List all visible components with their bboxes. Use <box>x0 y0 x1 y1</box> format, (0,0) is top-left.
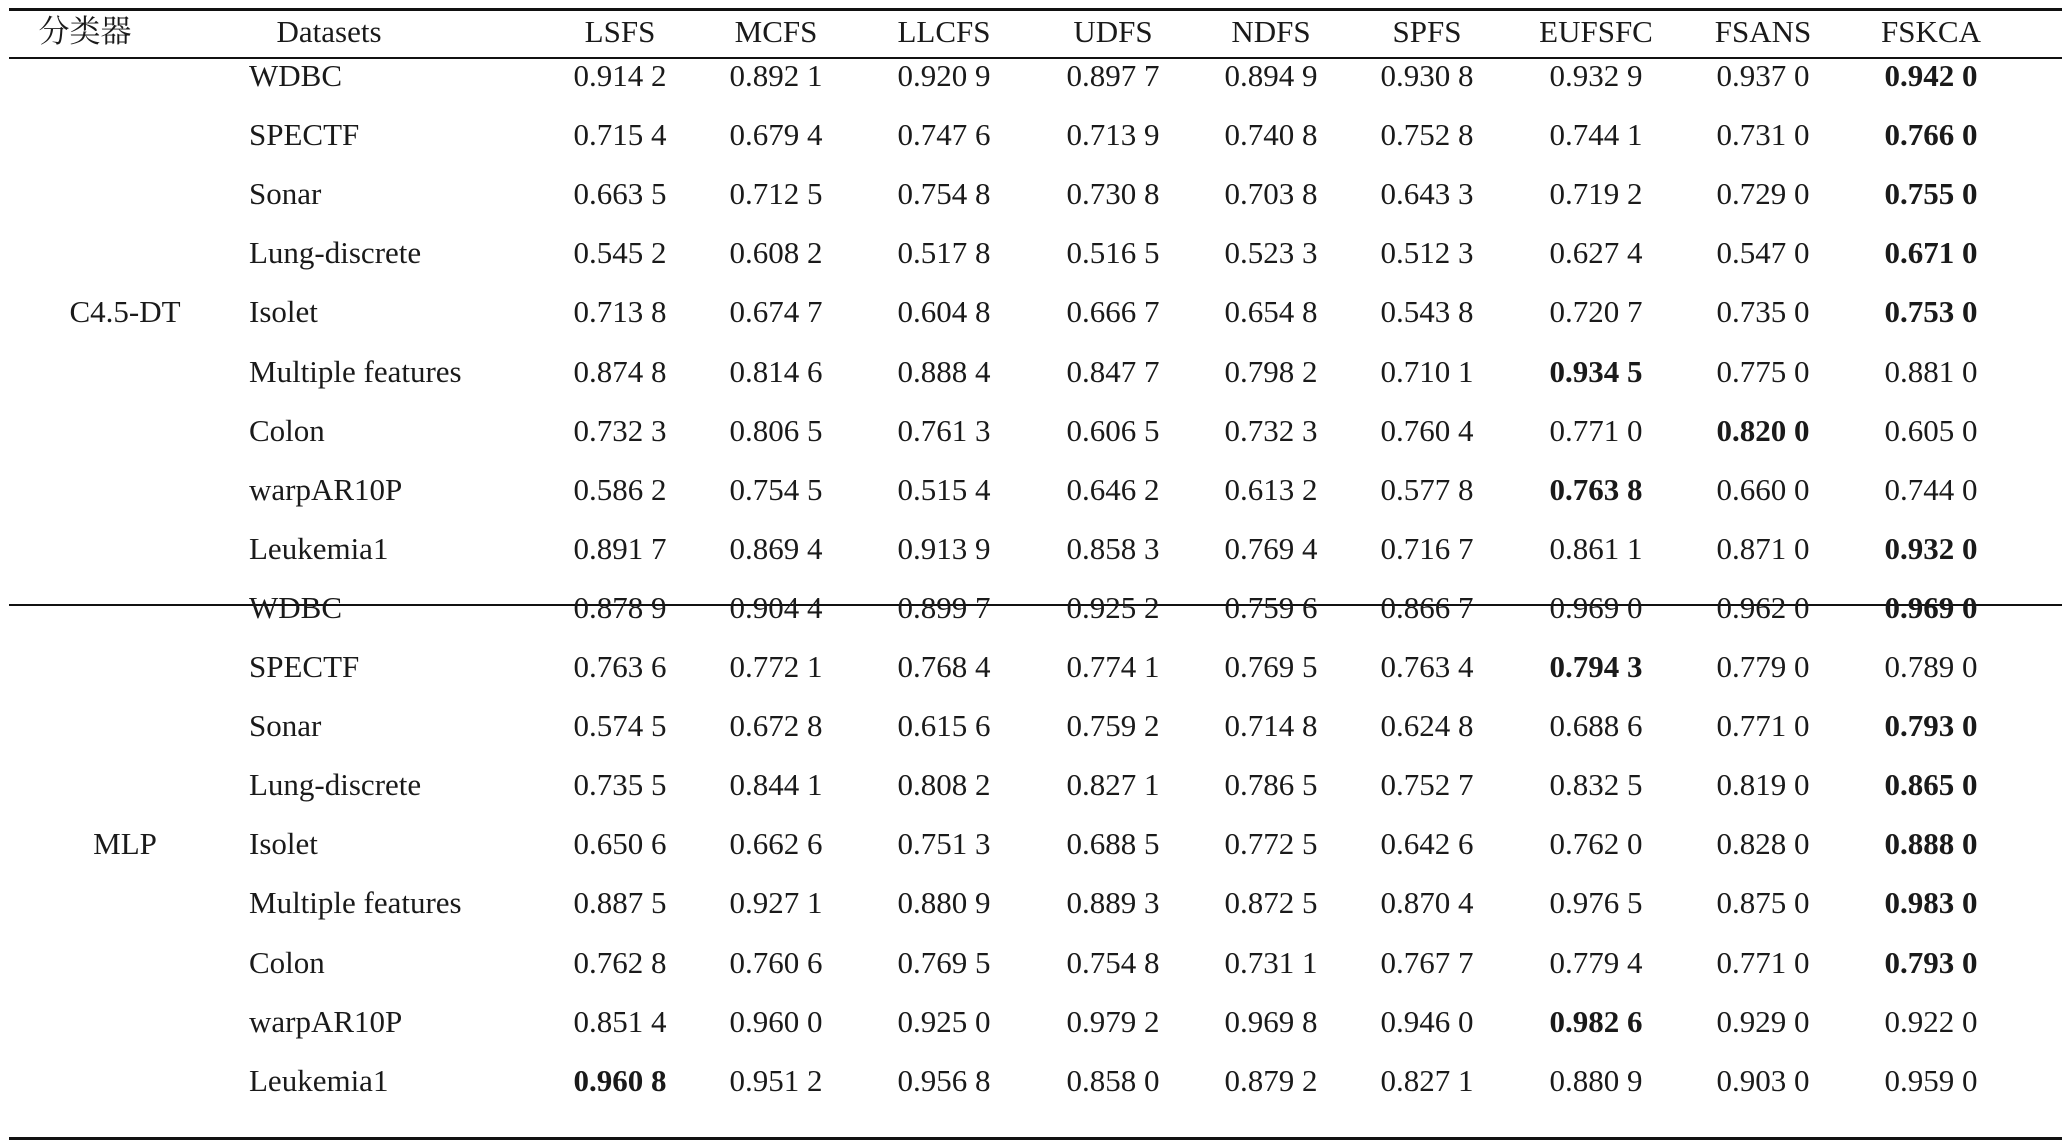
score-cell: 0.930 8 <box>1380 58 1474 93</box>
score-cell: 0.769 5 <box>897 944 991 980</box>
score-cell: 0.574 5 <box>573 708 667 744</box>
score-cell: 0.774 1 <box>1066 649 1160 684</box>
header-ndfs: NDFS <box>1231 14 1311 49</box>
score-cell: 0.794 3 <box>1549 649 1643 684</box>
score-cell: 0.871 0 <box>1716 530 1810 566</box>
score-cell: 0.806 5 <box>729 412 823 448</box>
score-cell: 0.674 7 <box>729 294 823 330</box>
score-cell: 0.754 8 <box>897 176 991 212</box>
dataset-name: warpAR10P <box>249 471 403 507</box>
score-cell: 0.744 1 <box>1549 117 1643 153</box>
score-cell: 0.903 0 <box>1716 1062 1810 1098</box>
score-cell: 0.772 5 <box>1224 826 1318 862</box>
score-cell: 0.759 6 <box>1224 589 1318 625</box>
score-cell: 0.744 0 <box>1884 471 1978 507</box>
classifier-label: MLP <box>93 826 157 862</box>
score-cell: 0.880 9 <box>1549 1062 1643 1098</box>
score-cell: 0.752 7 <box>1380 767 1474 803</box>
score-cell: 0.880 9 <box>897 885 991 921</box>
score-cell: 0.937 0 <box>1716 58 1810 93</box>
dataset-name: Sonar <box>249 708 322 744</box>
score-cell: 0.703 8 <box>1224 176 1318 212</box>
score-cell: 0.932 0 <box>1884 530 1978 566</box>
score-cell: 0.751 3 <box>897 826 991 862</box>
score-cell: 0.969 0 <box>1884 589 1978 625</box>
score-cell: 0.858 3 <box>1066 530 1160 566</box>
score-cell: 0.731 1 <box>1224 944 1318 980</box>
score-cell: 0.729 0 <box>1716 176 1810 212</box>
dataset-name: SPECTF <box>249 649 360 684</box>
score-cell: 0.983 0 <box>1884 885 1978 921</box>
score-cell: 0.913 9 <box>897 530 991 566</box>
score-cell: 0.754 5 <box>729 471 823 507</box>
score-cell: 0.832 5 <box>1549 767 1643 803</box>
score-cell: 0.899 7 <box>897 589 991 625</box>
score-cell: 0.577 8 <box>1380 471 1474 507</box>
dataset-name: Leukemia1 <box>249 530 389 566</box>
score-cell: 0.959 0 <box>1884 1062 1978 1098</box>
header-eufsfc: EUFSFC <box>1539 14 1653 49</box>
score-cell: 0.613 2 <box>1224 471 1318 507</box>
score-cell: 0.960 8 <box>573 1062 667 1098</box>
top-rule <box>9 8 2062 11</box>
score-cell: 0.608 2 <box>729 235 823 271</box>
dataset-name: WDBC <box>249 589 342 625</box>
score-cell: 0.789 0 <box>1884 649 1978 684</box>
bottom-rule <box>9 1137 2062 1140</box>
dataset-name: Leukemia1 <box>249 1062 389 1098</box>
score-cell: 0.753 0 <box>1884 294 1978 330</box>
score-cell: 0.763 8 <box>1549 471 1643 507</box>
score-cell: 0.897 7 <box>1066 58 1160 93</box>
score-cell: 0.713 9 <box>1066 117 1160 153</box>
score-cell: 0.844 1 <box>729 767 823 803</box>
score-cell: 0.662 6 <box>729 826 823 862</box>
dataset-name: WDBC <box>249 58 342 93</box>
score-cell: 0.586 2 <box>573 471 667 507</box>
score-cell: 0.710 1 <box>1380 353 1474 389</box>
score-cell: 0.714 8 <box>1224 708 1318 744</box>
score-cell: 0.771 0 <box>1716 944 1810 980</box>
score-cell: 0.720 7 <box>1549 294 1643 330</box>
score-cell: 0.752 8 <box>1380 117 1474 153</box>
score-cell: 0.642 6 <box>1380 826 1474 862</box>
score-cell: 0.771 0 <box>1716 708 1810 744</box>
score-cell: 0.517 8 <box>897 235 991 271</box>
score-cell: 0.881 0 <box>1884 353 1978 389</box>
header-datasets: Datasets <box>276 14 382 49</box>
score-cell: 0.934 5 <box>1549 353 1643 389</box>
classifier-label: C4.5-DT <box>69 294 181 330</box>
score-cell: 0.732 3 <box>1224 412 1318 448</box>
score-cell: 0.716 7 <box>1380 530 1474 566</box>
dataset-name: Colon <box>249 412 325 448</box>
score-cell: 0.775 0 <box>1716 353 1810 389</box>
score-cell: 0.731 0 <box>1716 117 1810 153</box>
score-cell: 0.827 1 <box>1066 767 1160 803</box>
score-cell: 0.666 7 <box>1066 294 1160 330</box>
score-cell: 0.851 4 <box>573 1003 667 1039</box>
score-cell: 0.925 0 <box>897 1003 991 1039</box>
dataset-name: Lung-discrete <box>249 235 422 271</box>
score-cell: 0.740 8 <box>1224 117 1318 153</box>
score-cell: 0.929 0 <box>1716 1003 1810 1039</box>
score-cell: 0.793 0 <box>1884 708 1978 744</box>
score-cell: 0.808 2 <box>897 767 991 803</box>
score-cell: 0.769 5 <box>1224 649 1318 684</box>
score-cell: 0.819 0 <box>1716 767 1810 803</box>
score-cell: 0.870 4 <box>1380 885 1474 921</box>
score-cell: 0.946 0 <box>1380 1003 1474 1039</box>
header--: 分类器 <box>38 14 132 49</box>
dataset-name: Colon <box>249 944 325 980</box>
score-cell: 0.878 9 <box>573 589 667 625</box>
dataset-name: Isolet <box>249 294 318 330</box>
score-cell: 0.760 6 <box>729 944 823 980</box>
score-cell: 0.523 3 <box>1224 235 1318 271</box>
score-cell: 0.688 5 <box>1066 826 1160 862</box>
dataset-name: Multiple features <box>249 353 462 389</box>
score-cell: 0.660 0 <box>1716 471 1810 507</box>
score-cell: 0.730 8 <box>1066 176 1160 212</box>
score-cell: 0.960 0 <box>729 1003 823 1039</box>
score-cell: 0.892 1 <box>729 58 823 93</box>
score-cell: 0.713 8 <box>573 294 667 330</box>
score-cell: 0.606 5 <box>1066 412 1160 448</box>
score-cell: 0.922 0 <box>1884 1003 1978 1039</box>
score-cell: 0.888 4 <box>897 353 991 389</box>
dataset-name: Multiple features <box>249 885 462 921</box>
header-llcfs: LLCFS <box>897 14 991 49</box>
score-cell: 0.779 4 <box>1549 944 1643 980</box>
score-cell: 0.798 2 <box>1224 353 1318 389</box>
score-cell: 0.942 0 <box>1884 58 1978 93</box>
score-cell: 0.969 0 <box>1549 589 1643 625</box>
score-cell: 0.976 5 <box>1549 885 1643 921</box>
dataset-name: Isolet <box>249 826 318 862</box>
score-cell: 0.766 0 <box>1884 117 1978 153</box>
score-cell: 0.865 0 <box>1884 767 1978 803</box>
header-udfs: UDFS <box>1073 14 1153 49</box>
score-cell: 0.543 8 <box>1380 294 1474 330</box>
score-cell: 0.515 4 <box>897 471 991 507</box>
score-cell: 0.763 6 <box>573 649 667 684</box>
score-cell: 0.827 1 <box>1380 1062 1474 1098</box>
score-cell: 0.643 3 <box>1380 176 1474 212</box>
score-cell: 0.768 4 <box>897 649 991 684</box>
score-cell: 0.672 8 <box>729 708 823 744</box>
score-cell: 0.847 7 <box>1066 353 1160 389</box>
score-cell: 0.814 6 <box>729 353 823 389</box>
score-cell: 0.932 9 <box>1549 58 1643 93</box>
score-cell: 0.679 4 <box>729 117 823 153</box>
score-cell: 0.755 0 <box>1884 176 1978 212</box>
score-cell: 0.547 0 <box>1716 235 1810 271</box>
score-cell: 0.772 1 <box>729 649 823 684</box>
score-cell: 0.786 5 <box>1224 767 1318 803</box>
score-cell: 0.545 2 <box>573 235 667 271</box>
score-cell: 0.646 2 <box>1066 471 1160 507</box>
dataset-name: warpAR10P <box>249 1003 403 1039</box>
score-cell: 0.889 3 <box>1066 885 1160 921</box>
score-cell: 0.793 0 <box>1884 944 1978 980</box>
dataset-name: Sonar <box>249 176 322 212</box>
score-cell: 0.820 0 <box>1716 412 1810 448</box>
score-cell: 0.888 0 <box>1884 826 1978 862</box>
score-cell: 0.735 5 <box>573 767 667 803</box>
score-cell: 0.516 5 <box>1066 235 1160 271</box>
score-cell: 0.747 6 <box>897 117 991 153</box>
score-cell: 0.858 0 <box>1066 1062 1160 1098</box>
score-cell: 0.872 5 <box>1224 885 1318 921</box>
score-cell: 0.914 2 <box>573 58 667 93</box>
score-cell: 0.763 4 <box>1380 649 1474 684</box>
score-cell: 0.894 9 <box>1224 58 1318 93</box>
score-cell: 0.874 8 <box>573 353 667 389</box>
score-cell: 0.925 2 <box>1066 589 1160 625</box>
score-cell: 0.671 0 <box>1884 235 1978 271</box>
score-cell: 0.605 0 <box>1884 412 1978 448</box>
header-mcfs: MCFS <box>734 14 818 49</box>
dataset-name: Lung-discrete <box>249 767 422 803</box>
score-cell: 0.969 8 <box>1224 1003 1318 1039</box>
score-cell: 0.604 8 <box>897 294 991 330</box>
score-cell: 0.904 4 <box>729 589 823 625</box>
score-cell: 0.875 0 <box>1716 885 1810 921</box>
score-cell: 0.891 7 <box>573 530 667 566</box>
score-cell: 0.982 6 <box>1549 1003 1643 1039</box>
score-cell: 0.624 8 <box>1380 708 1474 744</box>
score-cell: 0.715 4 <box>573 117 667 153</box>
score-cell: 0.512 3 <box>1380 235 1474 271</box>
score-cell: 0.951 2 <box>729 1062 823 1098</box>
score-cell: 0.732 3 <box>573 412 667 448</box>
score-cell: 0.627 4 <box>1549 235 1643 271</box>
score-cell: 0.762 8 <box>573 944 667 980</box>
score-cell: 0.769 4 <box>1224 530 1318 566</box>
score-cell: 0.760 4 <box>1380 412 1474 448</box>
score-cell: 0.866 7 <box>1380 589 1474 625</box>
score-cell: 0.762 0 <box>1549 826 1643 862</box>
score-cell: 0.712 5 <box>729 176 823 212</box>
score-cell: 0.761 3 <box>897 412 991 448</box>
score-cell: 0.962 0 <box>1716 589 1810 625</box>
header-fsans: FSANS <box>1714 14 1812 49</box>
score-cell: 0.828 0 <box>1716 826 1810 862</box>
score-cell: 0.920 9 <box>897 58 991 93</box>
score-cell: 0.956 8 <box>897 1062 991 1098</box>
score-cell: 0.779 0 <box>1716 649 1810 684</box>
header-spfs: SPFS <box>1392 14 1462 49</box>
score-cell: 0.979 2 <box>1066 1003 1160 1039</box>
dataset-name: SPECTF <box>249 117 360 153</box>
score-cell: 0.759 2 <box>1066 708 1160 744</box>
score-cell: 0.879 2 <box>1224 1062 1318 1098</box>
score-cell: 0.927 1 <box>729 885 823 921</box>
score-cell: 0.754 8 <box>1066 944 1160 980</box>
score-cell: 0.719 2 <box>1549 176 1643 212</box>
score-cell: 0.861 1 <box>1549 530 1643 566</box>
header-fskca: FSKCA <box>1881 14 1981 49</box>
score-cell: 0.767 7 <box>1380 944 1474 980</box>
score-cell: 0.654 8 <box>1224 294 1318 330</box>
score-cell: 0.663 5 <box>573 176 667 212</box>
header-lsfs: LSFS <box>584 14 656 49</box>
score-cell: 0.688 6 <box>1549 708 1643 744</box>
score-cell: 0.650 6 <box>573 826 667 862</box>
score-cell: 0.615 6 <box>897 708 991 744</box>
score-cell: 0.887 5 <box>573 885 667 921</box>
score-cell: 0.869 4 <box>729 530 823 566</box>
score-cell: 0.735 0 <box>1716 294 1810 330</box>
score-cell: 0.771 0 <box>1549 412 1643 448</box>
